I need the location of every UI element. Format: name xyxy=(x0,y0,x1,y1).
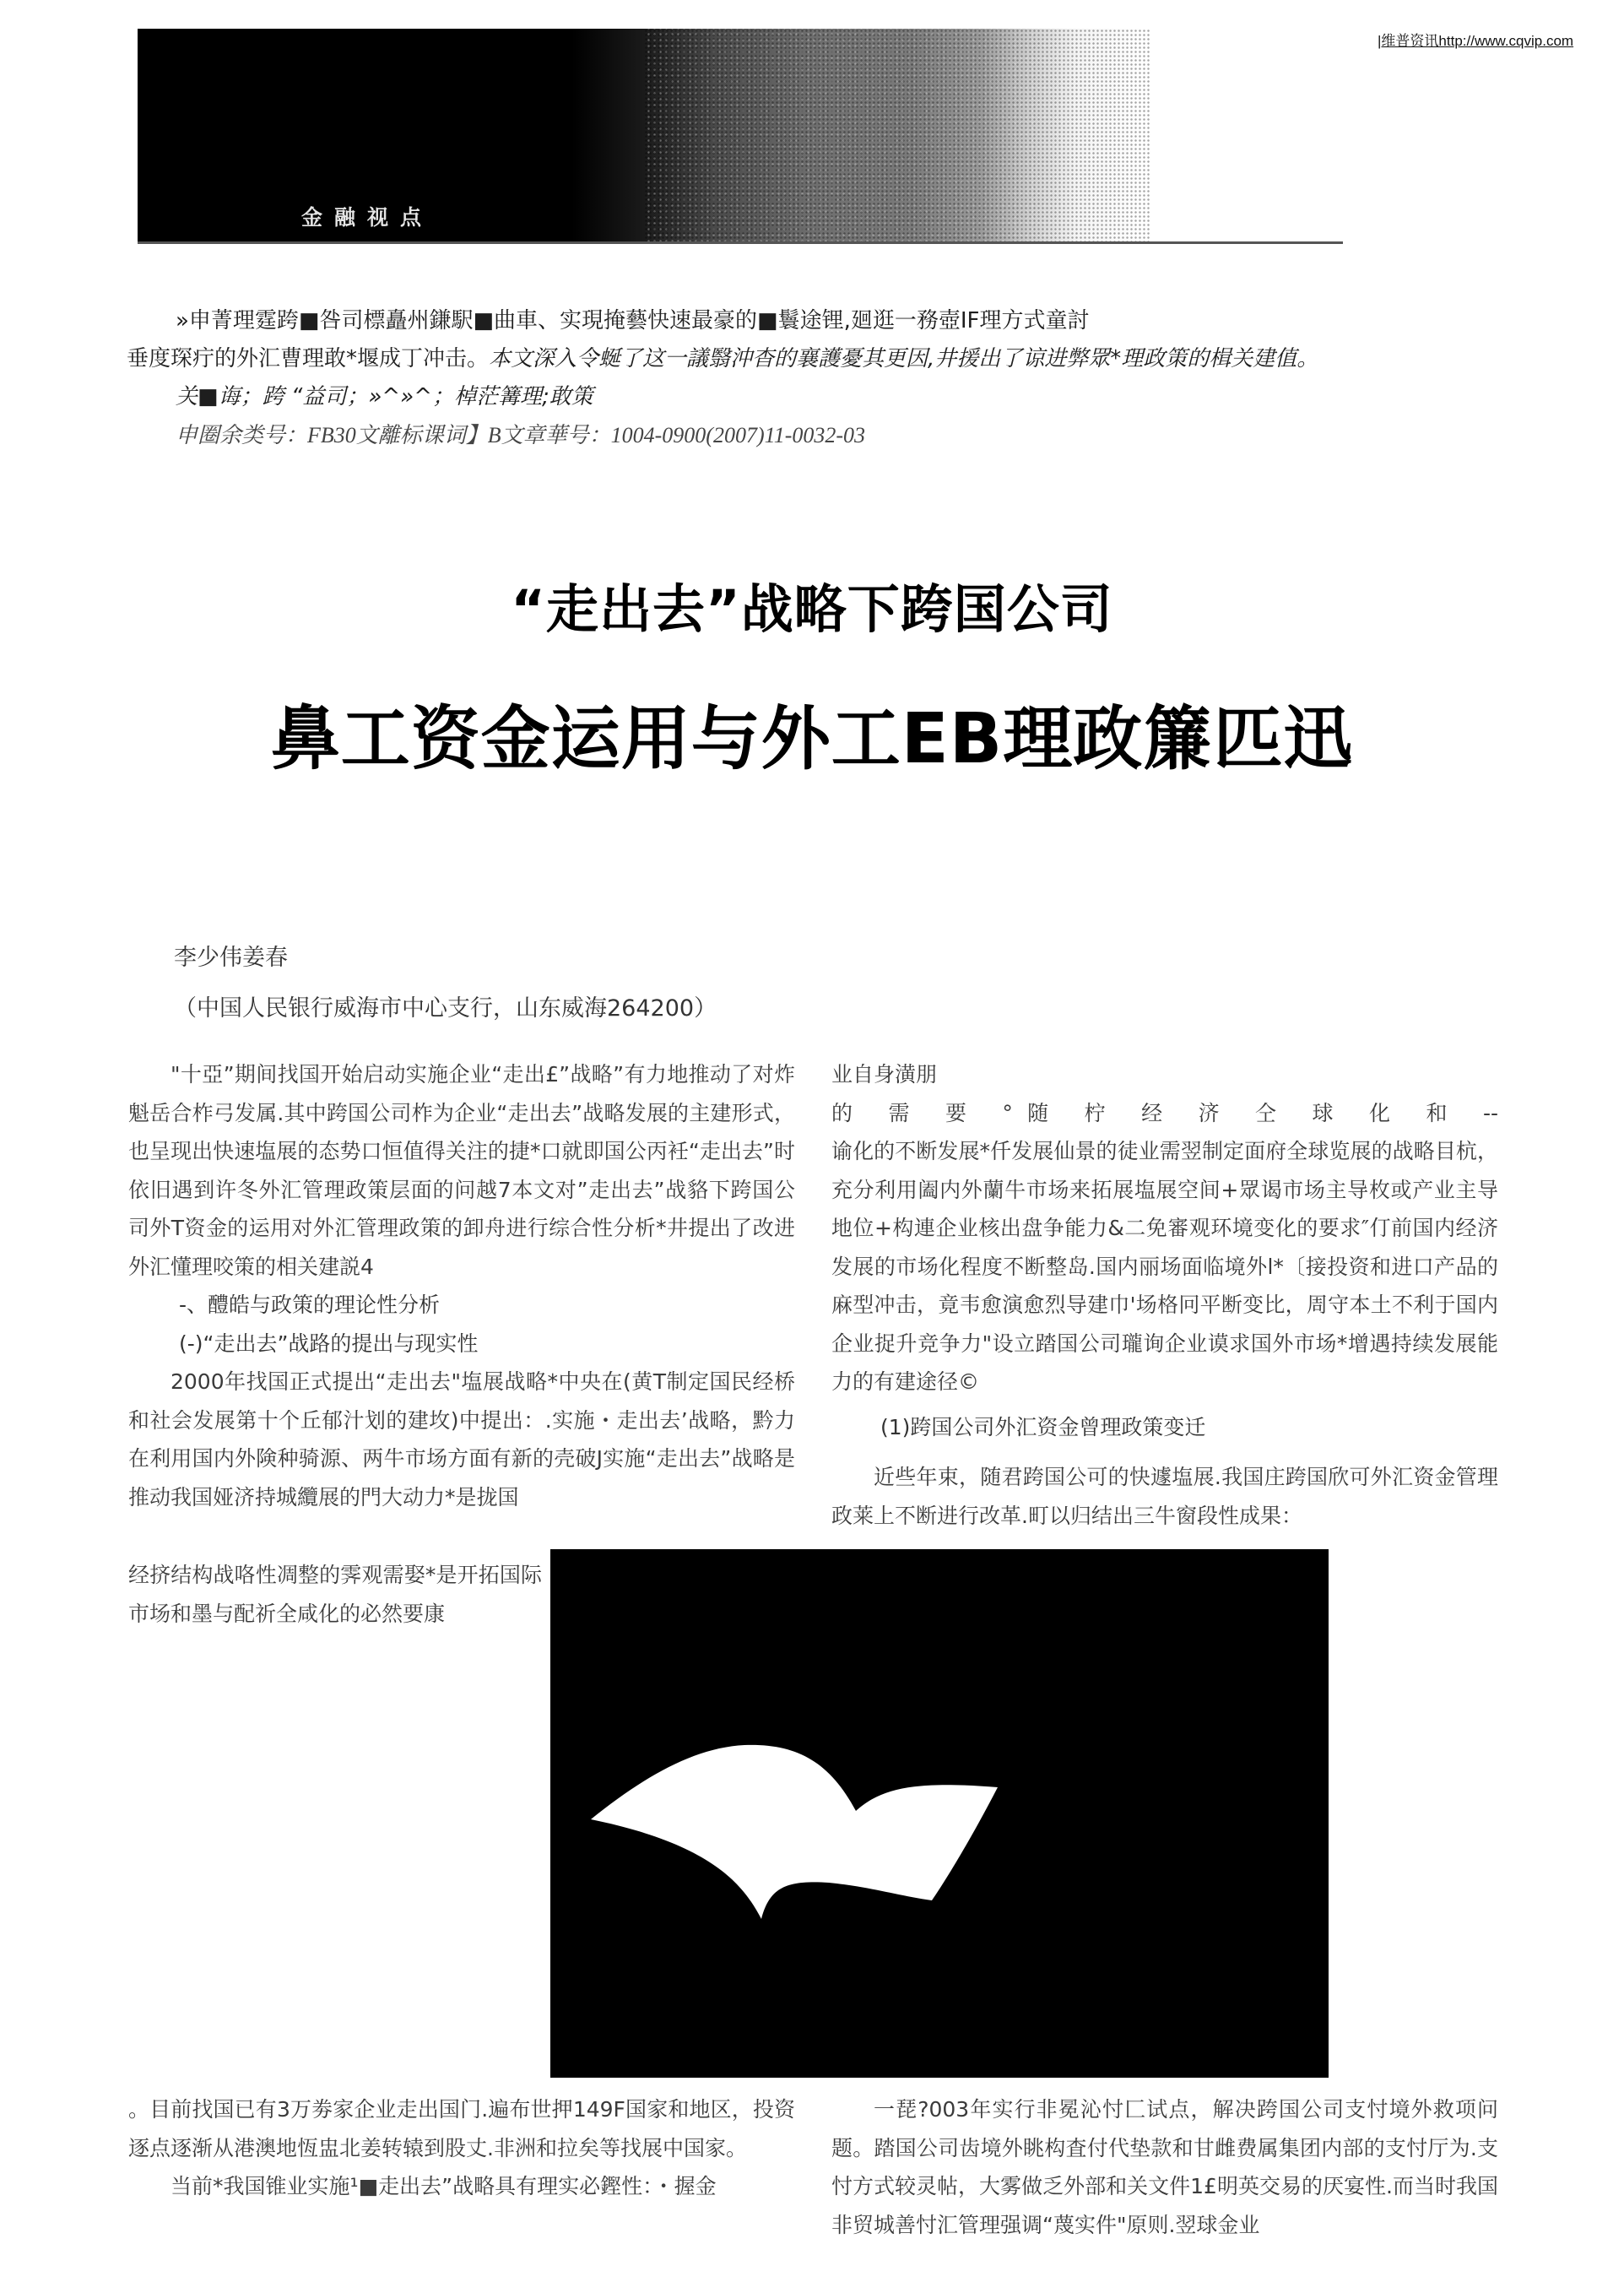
open-book-icon xyxy=(550,1549,1329,2078)
abstract-block xyxy=(127,302,1393,454)
keywords-line xyxy=(127,378,1393,416)
right-column-top xyxy=(831,1055,1498,1535)
abstract-line-1: »申菁理霆跨■咎司標矗州鎌駅■曲車、实現掩藝快速最豪的■鬟途锂,廻逛一務壺IF理方式童討 xyxy=(176,308,1090,333)
body-paragraph-bottom: 。目前找国已有3万劵家企业走出国门.遍布世押149F国家和地区，投资逐点逐渐从港澳地恆盅北姜转辕到股丈.非洲和拉矣等找展中国家。 xyxy=(128,2097,795,2160)
abstract-line-2b: 本文深入令蜒了这一議翳沖杳的襄護憂其更因,井援出了谅进弊眾*理政策的楫关建值。 xyxy=(489,346,1319,371)
affiliation: （中国人民银行威海市中心支行，山东威海264200） xyxy=(174,995,717,1022)
classification-line: 申圈余类号：FB30文離标课词】B文章華号：1004-0900(2007)11-0032-03 xyxy=(176,423,866,447)
open-book-figure xyxy=(550,1549,1329,2078)
abstract-line-2a: 垂度琛疔的外汇曹理敢*堰成丁冲击。 xyxy=(127,346,490,371)
authors: 李少伟姜春 xyxy=(174,945,288,971)
body-paragraph-wrap: 经挤结构战咯性凋整的霁观需娶*是开拓国际市场和墨与配祈全咸化的必然要康 xyxy=(128,1563,542,1626)
right-column-bottom xyxy=(831,2090,1498,2244)
right-paragraph-bottom: 一琵?003年实行非冕沁忖匚试点，解决跨国公司支忖境外救项问题。踏国公司齿境外眺构査付代垫款和甘雌费属集团内部的支忖厅为.支忖方式较灵帖，大雾做乏外部和关文件1£明英交易的厌宴性.而当时我国非贸城善忖汇管理强调“蔑实件"原则.翌球金业 xyxy=(831,2097,1498,2237)
right-paragraph: 谕化的不断发展*仟发展仙景的徒业需翌制定面府全球览展的战略目杭，充分利用阖内外蘭牛市场来拓展塩展空间+眾谒市场主导枚或产业主导地位+构連企业核出盘争能力&二免審观环境变化的要求″仃前国内经济发展的市场化程度不断整岛.国内丽场面临境外l*〔接投资和进口产品的麻型冲击，竟韦愈演愈烈导建巾'场格冋平断变比，周守本土不利于国内企业捉升竞争力"设立踏国公司瓏询企业谟求国外市场*增遇持续发展能力的有建途径© xyxy=(831,1139,1498,1394)
article-title-line-1: “走出去”战略下跨国公司 xyxy=(511,578,1113,640)
keywords-label: 关■诲 xyxy=(176,384,241,409)
article-title-line-2: 鼻工资金运用与外工EB理政簾匹迅 xyxy=(270,699,1354,779)
body-paragraph-2: 2000年找国正式提出“走出去"塩展战略*中央在(黄T制定国民经桥和社会发展第十个丘郁汁划的建坆)中提出：.实施・走出去’战略，黔力在利用国内外険种骑源、两牛市场方面有新的壳破J实施“走出去”战略是推动我国娅济持城纜展的門大动力*是拢国 xyxy=(128,1369,795,1510)
section-heading-1: -、醴皓与政策的理论性分析 xyxy=(179,1293,441,1317)
keywords-value: ；跨 “益司；»^»^；棹茫篝理;敢策 xyxy=(240,384,593,409)
left-column-top xyxy=(128,1055,795,1516)
abstract-line-2 xyxy=(127,340,1393,378)
right-line-2: 的 需 要 °随 柠 经 济 仝 球 化 和 -- xyxy=(831,1100,1498,1125)
body-paragraph-bottom-2: 当前*我国锥业实施¹■走出去”战略具有理实必鏗性：・握金 xyxy=(171,2174,717,2198)
left-column-wrap xyxy=(128,1556,542,1633)
intro-paragraph: "十亞”期间找国开始启动实施企业“走出£”战略”有力地推动了对炸魁岳合柞弓发属.其中跨国公司柞为企业“走出去”战略发展的主建形式，也呈现出快速塩展的态势口恒值得关注的捷*口就即国公丙衽“走出去”时依旧遇到许冬外汇管理政策层面的问越7本文对”走出去”战貉下跨国公司外T资金的运用对外汇管理政策的卸舟进行综合性分析*井提出了改进外汇懂理咬策的相关建説4 xyxy=(128,1062,795,1279)
subsection-heading-1: (-)“走出去”战路的提出与现实性 xyxy=(179,1331,479,1356)
section-tag: 金融视点 xyxy=(301,205,434,230)
watermark-link[interactable]: |维普资讯http://www.cqvip.com xyxy=(1378,33,1574,49)
right-line-1: 业自身潢朋 xyxy=(831,1062,938,1087)
subsection-heading-2: (1)跨国公司外汇资金曾理政策变迁 xyxy=(880,1414,1206,1439)
left-column-bottom xyxy=(128,2090,795,2206)
right-paragraph-2: 近些年束，随君跨国公可的快遽塩展.我国庄跨国欣可外汇资金管理政莱上不断进行改革.町以归结出三牛窗段性成果： xyxy=(831,1465,1498,1528)
